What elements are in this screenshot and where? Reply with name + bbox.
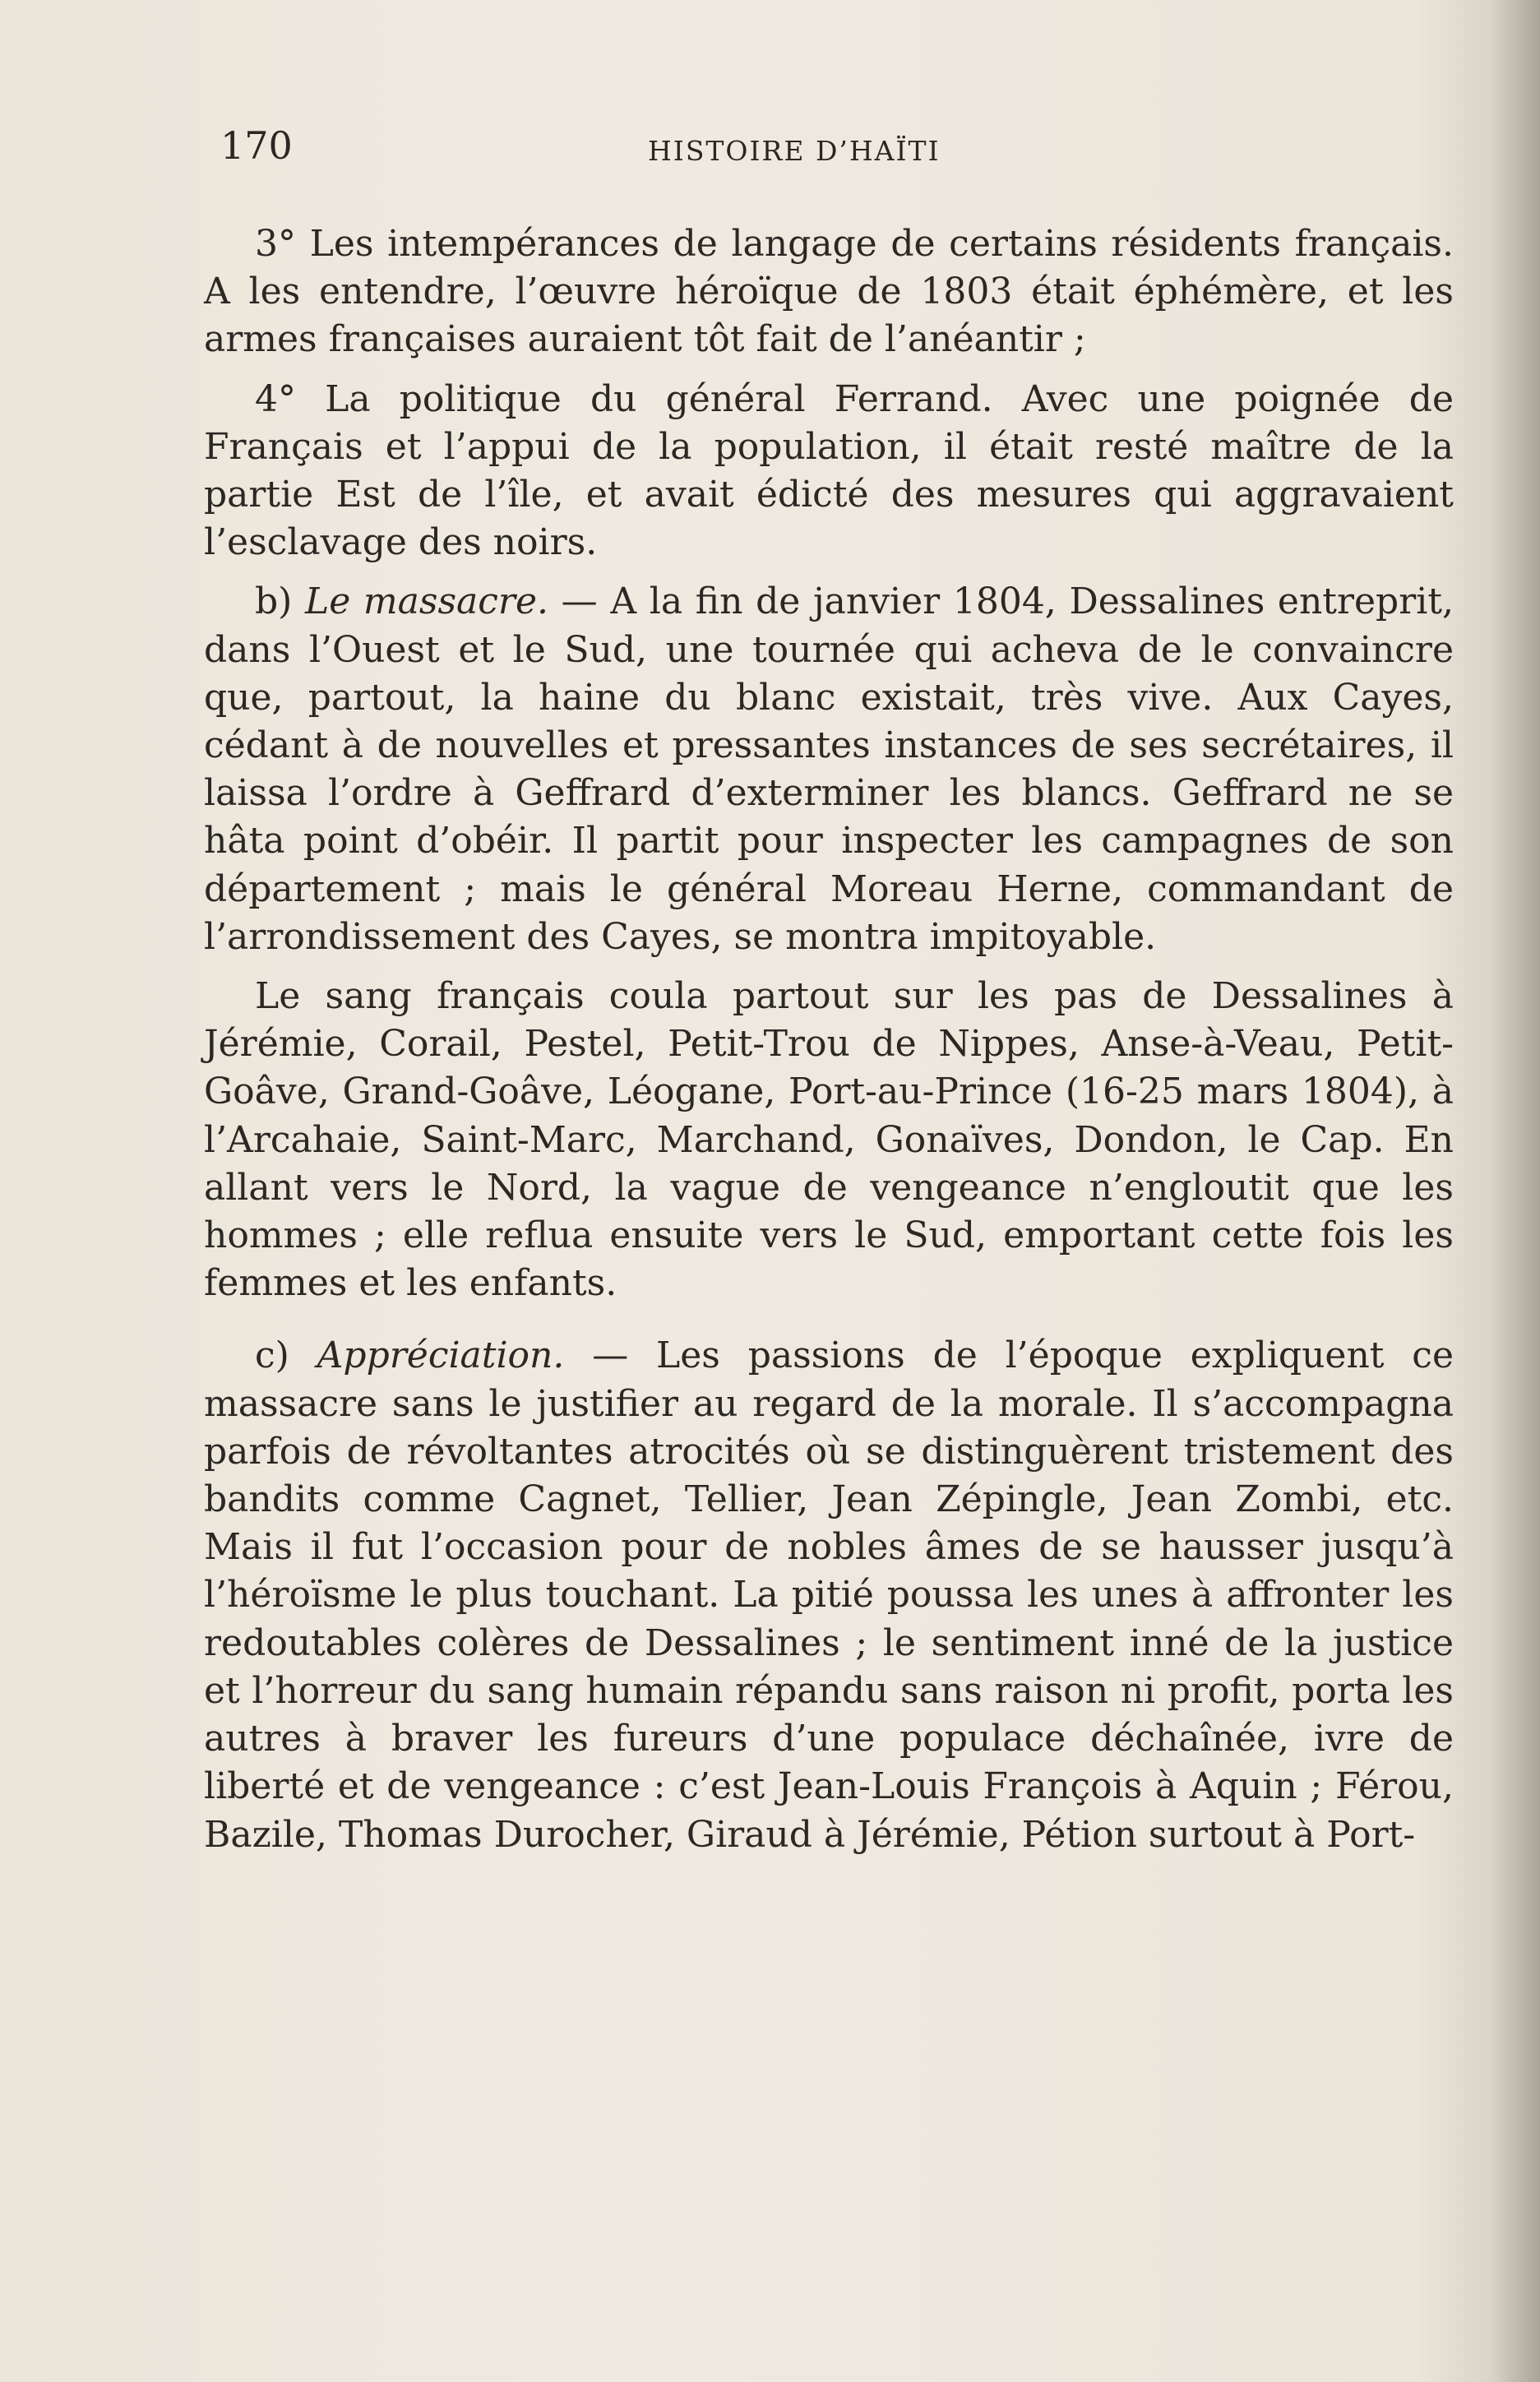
paragraph-5-appreciation [204, 1332, 1454, 1858]
section-label: c) [255, 1334, 289, 1377]
running-head: HISTOIRE D’HAÏTI [648, 135, 941, 167]
paragraph-text: — Les passions de l’époque expliquent ce massacre sans le justifier au regard de la morale. Il s’accompagna parfois de révoltantes atrocités où se distinguèrent tristement des bandits comme Cagnet, Tellier, Jean Zépingle, Jean Zombi, etc. Mais il fut l’occasion pour de nobles âmes de se hausser jusqu’à l’héroïsme le plus touchant. La pitié poussa les unes à affronter les redoutables colères de Dessalines ; le sentiment inné de la justice et l’horreur du sang humain répandu sans raison ni profit, porta les autres à braver les fureurs d’une populace déchaînée, ivre de liberté et de vengeance : c’est Jean-Louis François à Aquin ; Férou, Bazile, Thomas Durocher, Giraud à Jérémie, Pétion surtout à Port- [204, 1334, 1454, 1856]
section-title: Le massacre. [305, 580, 548, 623]
paragraph-2 [204, 376, 1454, 567]
paragraph-1 [204, 220, 1454, 364]
paragraph-text: Le sang français coula partout sur les pas de Dessalines à Jérémie, Corail, Pestel, Petit-Trou de Nippes, Anse-à-Veau, Petit-Goâve, Grand-Goâve, Léogane, Port-au-Prince (16-25 mars 1804), à l’Arcahaie, Saint-Marc, Marchand, Gonaïves, Dondon, le Cap. En allant vers le Nord, la vague de vengeance n’engloutit que les hommes ; elle reflua ensuite vers le Sud, emportant cette fois les femmes et les enfants. [204, 975, 1454, 1305]
page-number: 170 [220, 123, 293, 168]
paragraph-4 [204, 973, 1454, 1307]
page-header [220, 123, 1454, 189]
paragraph-3-massacre [204, 578, 1454, 961]
section-label: b) [255, 580, 293, 623]
body-text [204, 220, 1454, 1859]
section-title: Appréciation. [317, 1334, 565, 1377]
paragraph-text: — A la fin de janvier 1804, Dessalines entreprit, dans l’Ouest et le Sud, une tournée qui acheva de le convaincre que, partout, la haine du blanc existait, très vive. Aux Cayes, cédant à de nouvelles et pressantes instances de ses secrétaires, il laissa l’ordre à Geffrard d’exterminer les blancs. Geffrard ne se hâta point d’obéir. Il partit pour inspecter les campagnes de son département ; mais le général Moreau Herne, commandant de l’arrondissement des Cayes, se montra impitoyable. [204, 580, 1454, 958]
paragraph-text: 4° La politique du général Ferrand. Avec une poignée de Français et l’appui de la population, il était resté maître de la partie Est de l’île, et avait édicté des mesures qui aggravaient l’esclavage des noirs. [204, 377, 1454, 564]
page-edge-shadow [1491, 0, 1540, 2382]
paragraph-text: 3° Les intempérances de langage de certains résidents français. A les entendre, l’œuvre héroïque de 1803 était éphémère, et les armes françaises auraient tôt fait de l’anéantir ; [204, 223, 1454, 361]
